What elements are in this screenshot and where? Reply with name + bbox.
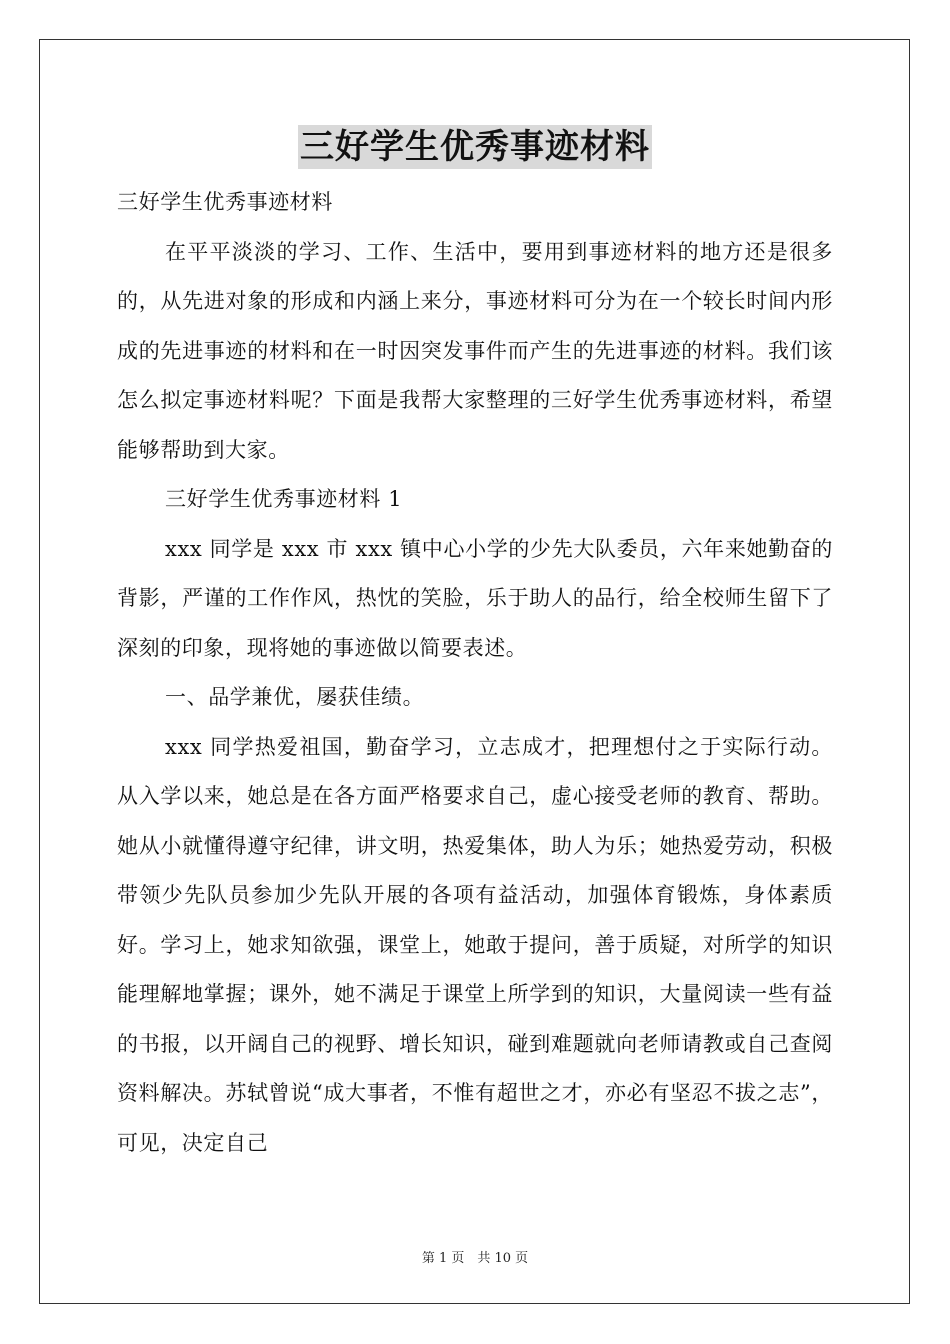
section-heading: 三好学生优秀事迹材料 1 (165, 487, 403, 511)
page-footer: 第 1 页 共 10 页 (421, 1251, 529, 1266)
document-title: 三好学生优秀事迹材料 (300, 127, 650, 167)
subsection-heading: 一、品学兼优，屡获佳绩。 (165, 685, 425, 709)
paragraph-body: xxx 同学热爱祖国，勤奋学习，立志成才，把理想付之于实际行动。从入学以来，她总是在各方面严格要求自己，虚心接受老师的教育、帮助。她从小就懂得遵守纪律，讲文明，热爱集体，助人为乐；她热爱劳动，积极带领少先队员参加少先队开展的各项有益活动，加强体育锻炼，身体素质好。学习上，她求知欲强，课堂上，她敢于提问，善于质疑，对所学的知识能理解地掌握；课外，她不满足于课堂上所学到的知识，大量阅读一些有益的书报，以开阔自己的视野、增长知识，碰到难题就向老师请教或自己查阅资料解决。苏轼曾说“成大事者，不惟有超世之才，亦必有坚忍不拔之志”，可见，决定自己 (117, 734, 833, 1155)
document-body (117, 178, 833, 1168)
title-container (0, 125, 950, 169)
paragraph-subtitle: 三好学生优秀事迹材料 (117, 190, 333, 214)
paragraph-intro: 在平平淡淡的学习、工作、生活中，要用到事迹材料的地方还是很多的，从先进对象的形成和内涵上来分，事迹材料可分为在一个较长时间内形成的先进事迹的材料和在一时因突发事件而产生的先进事迹的材料。我们该怎么拟定事迹材料呢？下面是我帮大家整理的三好学生优秀事迹材料，希望能够帮助到大家。 (117, 239, 833, 462)
paragraph-body: xxx 同学是 xxx 市 xxx 镇中心小学的少先大队委员，六年来她勤奋的背影，严谨的工作作风，热忱的笑脸，乐于助人的品行，给全校师生留下了深刻的印象，现将她的事迹做以简要表述。 (117, 536, 833, 660)
